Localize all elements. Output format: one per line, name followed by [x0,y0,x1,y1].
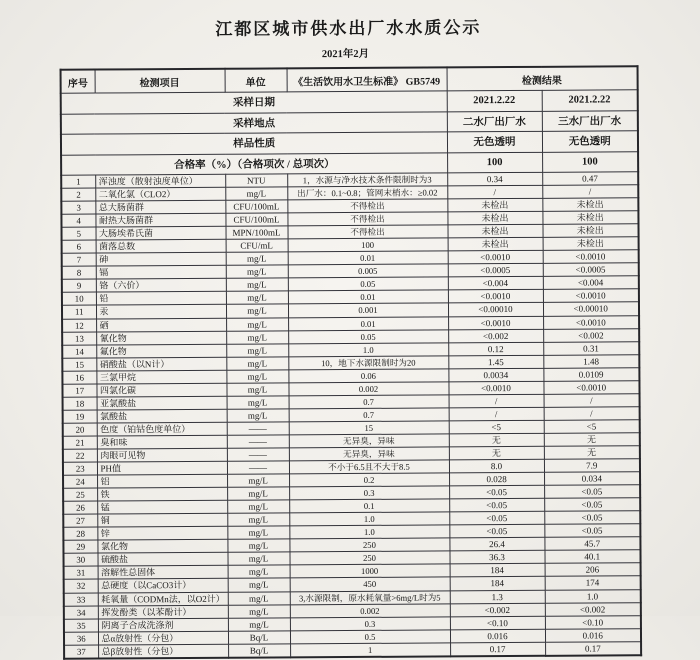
cell-item: 铅 [96,292,226,306]
cell-result-plant2: 无 [449,446,544,460]
cell-unit: —— [227,435,289,448]
cell-standard: 1，水源与净水技术条件限制时为3 [287,173,447,187]
sampling-date-plant2: 2021.2.22 [447,90,542,111]
cell-result-plant3: 0.016 [545,628,641,642]
cell-item: 色度（铂钴色度单位） [97,422,227,436]
cell-item: 浑浊度（散射浊度单位） [95,174,225,188]
cell-unit: mg/L [228,591,290,604]
cell-no: 23 [63,462,97,475]
cell-result-plant3: <0.05 [544,524,640,538]
cell-unit: mg/L [226,317,288,330]
col-header-item: 检测项目 [95,69,225,93]
cell-result-plant2: 0.12 [448,342,543,356]
cell-no: 21 [63,436,97,449]
cell-no: 34 [64,606,98,619]
cell-unit: mg/L [227,513,289,526]
table-row [64,641,641,658]
cell-standard: 无异臭，异味 [289,434,449,448]
cell-item: 汞 [96,305,226,319]
sampling-location-plant2: 二水厂出厂水 [447,111,542,132]
sampling-info-section [61,90,638,176]
cell-result-plant3: / [544,407,640,421]
cell-result-plant3: 1.48 [543,354,639,368]
cell-no: 35 [64,619,98,632]
column-header-row [61,66,638,93]
pass-rate-plant3: 100 [542,151,638,172]
cell-no: 25 [63,488,97,501]
cell-result-plant2: <0.0005 [448,264,543,278]
cell-result-plant2: <5 [449,420,544,434]
cell-result-plant3: 0.31 [543,341,639,355]
cell-result-plant3: <0.0010 [543,380,639,394]
cell-result-plant3: 0.47 [542,172,638,186]
cell-unit: mg/L [226,252,288,265]
cell-no: 20 [63,423,97,436]
cell-result-plant2: <0.0010 [448,381,543,395]
cell-result-plant2: 184 [450,577,545,591]
cell-unit: mg/L [228,617,290,630]
cell-no: 5 [62,227,96,240]
cell-standard: 450 [290,577,450,591]
cell-result-plant2: <0.004 [448,277,543,291]
cell-result-plant2: 0.016 [450,629,545,643]
cell-result-plant3: 7.9 [544,459,640,473]
results-tbody [61,172,641,659]
cell-result-plant3: 0.0109 [543,367,639,381]
cell-standard: 250 [289,538,449,552]
cell-unit: mg/L [226,383,288,396]
cell-result-plant2: <0.002 [448,329,543,343]
cell-result-plant3: 未检出 [543,237,639,251]
cell-no: 17 [62,384,96,397]
cell-no: 2 [61,188,95,201]
cell-result-plant3: 未检出 [542,211,638,225]
col-header-no: 序号 [61,70,95,94]
cell-item: 氟化物 [96,344,226,358]
cell-item: 锰 [97,500,227,514]
cell-no: 37 [64,645,98,659]
cell-standard: 0.06 [288,369,448,383]
cell-standard: 0.002 [290,603,450,617]
cell-standard: 1.0 [288,343,448,357]
cell-unit: mg/L [226,330,288,343]
cell-standard: 不得检出 [287,199,447,213]
cell-result-plant3: 未检出 [542,224,638,238]
cell-no: 24 [63,475,97,488]
cell-item: 臭和味 [97,435,227,449]
cell-result-plant3: 206 [545,563,641,577]
page-title: 江都区城市供水出厂水水质公示 [215,18,482,39]
cell-item: 亚氯酸盐 [97,396,227,410]
cell-unit: mg/L [227,396,289,409]
cell-item: 总硬度（以CaCO3计） [98,579,228,593]
cell-unit: mg/L [226,265,288,278]
cell-no: 36 [64,632,98,645]
cell-unit: mg/L [227,474,289,487]
cell-unit: mg/L [227,552,289,565]
cell-result-plant3: / [542,185,638,199]
cell-no: 19 [63,410,97,423]
cell-item: 溶解性总固体 [98,566,228,580]
cell-item: 硫酸盐 [97,553,227,567]
cell-standard: 1.0 [289,512,449,526]
cell-no: 10 [62,292,96,305]
cell-result-plant2: / [449,394,544,408]
cell-standard: 0.1 [289,499,449,513]
cell-result-plant3: 1.0 [545,589,641,603]
cell-item: 总β放射性（分包） [98,644,228,658]
cell-standard: 0.3 [290,616,450,630]
cell-unit: —— [227,422,289,435]
col-header-unit: 单位 [225,68,287,92]
cell-item: 耗氧量（CODMn法，以O2计） [98,592,228,606]
cell-item: 铝 [97,474,227,488]
cell-item: 硒 [96,318,226,332]
cell-no: 6 [62,240,96,253]
cell-item: 大肠埃希氏菌 [96,226,226,240]
cell-unit: mg/L [227,487,289,500]
cell-no: 7 [62,253,96,266]
cell-item: 阴离子合成洗涤剂 [98,618,228,632]
cell-result-plant3: <0.004 [543,276,639,290]
pass-rate-label: 合格率（%）（合格项次 / 总项次） [61,152,447,175]
cell-no: 33 [64,593,98,606]
cell-item: 氯酸盐 [97,409,227,423]
cell-item: 氯化物 [97,540,227,554]
cell-unit: mg/L [226,357,288,370]
cell-unit: mg/L [226,343,288,356]
cell-standard: 1.0 [289,525,449,539]
cell-standard: 100 [288,238,448,252]
cell-result-plant2: 184 [450,564,545,578]
cell-result-plant2: 0.17 [450,642,545,656]
cell-standard: 0.3 [289,486,449,500]
sample-property-label: 样品性质 [61,132,447,155]
sampling-location-label: 采样地点 [61,111,447,134]
cell-result-plant3: <0.05 [544,485,640,499]
cell-result-plant2: <0.0010 [448,290,543,304]
pass-rate-plant2: 100 [447,152,542,173]
cell-unit: mg/L [227,526,289,539]
cell-no: 28 [63,527,97,540]
cell-no: 30 [63,553,97,566]
cell-item: 硝酸盐（以N计） [96,357,226,371]
cell-unit: mg/L [227,409,289,422]
cell-unit: CFU/100mL [225,213,287,226]
cell-item: 总大肠菌群 [95,200,225,214]
sample-property-plant2: 无色透明 [447,131,542,152]
cell-result-plant2: <0.05 [449,485,544,499]
cell-no: 11 [62,306,96,319]
cell-result-plant3: 40.1 [544,550,640,564]
cell-no: 15 [62,358,96,371]
cell-result-plant3: 0.034 [544,472,640,486]
sample-property-plant3: 无色透明 [542,131,638,152]
cell-unit: MPN/100mL [225,226,287,239]
cell-no: 12 [62,319,96,332]
cell-item: 四氯化碳 [96,383,226,397]
cell-result-plant2: 未检出 [448,238,543,252]
cell-standard: 不得检出 [287,212,447,226]
cell-result-plant2: <0.05 [449,498,544,512]
cell-standard: 无异臭，异味 [289,447,449,461]
cell-result-plant3: <0.002 [545,602,641,616]
cell-standard: 0.05 [288,329,448,343]
col-header-standard: 《生活饮用水卫生标准》 GB5749 [287,67,447,91]
cell-item: 铁 [97,487,227,501]
cell-standard: 0.01 [288,251,448,265]
cell-no: 22 [63,449,97,462]
cell-standard: 0.7 [289,408,449,422]
cell-standard: 不得检出 [287,225,447,239]
report-month: 2021年2月 [321,48,370,61]
cell-no: 16 [62,371,96,384]
cell-item: 三氯甲烷 [96,370,226,384]
cell-result-plant2: 1.3 [450,590,545,604]
cell-result-plant2: <0.0010 [448,251,543,265]
cell-result-plant2: <0.10 [450,616,545,630]
sampling-date-plant3: 2021.2.22 [542,90,638,111]
cell-result-plant3: <0.10 [545,615,641,629]
cell-standard: 0.01 [288,316,448,330]
cell-result-plant2: <0.00010 [448,303,543,317]
cell-result-plant2: 1.45 [448,355,543,369]
cell-standard: 0.7 [289,395,449,409]
cell-result-plant2: <0.05 [449,512,544,526]
cell-no: 4 [61,214,95,227]
cell-no: 32 [64,579,98,592]
cell-unit: Bq/L [228,644,290,658]
sampling-location-plant3: 三水厂出厂水 [542,110,638,131]
cell-result-plant3: <0.05 [544,511,640,525]
cell-result-plant3: <0.00010 [543,302,639,316]
cell-result-plant3: 0.17 [545,641,641,655]
cell-result-plant2: 未检出 [447,211,542,225]
water-quality-table [60,65,643,659]
cell-unit: —— [227,448,289,461]
cell-item: 二氧化氯（CLO2） [95,187,225,201]
cell-unit: NTU [225,174,287,187]
cell-no: 8 [62,266,96,279]
cell-unit: mg/L [226,291,288,304]
cell-item: 锌 [97,527,227,541]
cell-unit: mg/L [226,304,288,317]
sampling-date-label: 采样日期 [61,91,447,114]
cell-standard: 不小于6.5且不大于8.5 [289,460,449,474]
table-header [61,66,638,93]
cell-result-plant2: <0.0010 [448,316,543,330]
cell-result-plant2: 无 [449,433,544,447]
cell-result-plant3: / [544,394,640,408]
cell-result-plant2: 未检出 [447,198,542,212]
cell-result-plant2: 0.0034 [448,368,543,382]
cell-result-plant2: 0.34 [447,172,542,186]
cell-unit: mg/L [226,370,288,383]
cell-no: 31 [64,566,98,579]
cell-result-plant2: / [447,185,542,199]
cell-item: PH值 [97,461,227,475]
cell-standard: 250 [289,551,449,565]
cell-result-plant2: 36.3 [449,551,544,565]
cell-standard: 10，地下水源限制时为20 [288,356,448,370]
cell-standard: 3,水源限制，原水耗氧量>6mg/L时为5 [290,590,450,604]
cell-item: 菌落总数 [96,239,226,253]
cell-unit: CFU/100mL [225,200,287,213]
cell-result-plant2: 未检出 [447,225,542,239]
cell-item: 耐热大肠菌群 [95,213,225,227]
cell-unit: mg/L [227,539,289,552]
cell-unit: mg/L [227,500,289,513]
cell-standard: 0.002 [288,382,448,396]
cell-result-plant3: 无 [544,433,640,447]
cell-standard: 1000 [290,564,450,578]
cell-result-plant2: <0.002 [450,603,545,617]
cell-item: 氰化物 [96,331,226,345]
cell-unit: mg/L [228,578,290,591]
cell-standard: 0.05 [288,277,448,291]
cell-result-plant2: 0.028 [449,472,544,486]
cell-item: 砷 [96,253,226,267]
cell-result-plant3: <0.0010 [543,289,639,303]
cell-result-plant3: <0.0010 [543,315,639,329]
cell-result-plant3: <5 [544,420,640,434]
cell-unit: CFU/mL [226,239,288,252]
cell-unit: mg/L [225,187,287,200]
cell-no: 27 [63,514,97,527]
cell-no: 29 [63,540,97,553]
cell-no: 18 [63,397,97,410]
cell-no: 14 [62,345,96,358]
cell-standard: 0.2 [289,473,449,487]
cell-result-plant3: 45.7 [544,537,640,551]
cell-item: 挥发酚类（以苯酚计） [98,605,228,619]
cell-result-plant3: <0.0005 [543,263,639,277]
cell-item: 铜 [97,513,227,527]
cell-result-plant3: <0.0010 [543,250,639,264]
cell-item: 总α放射性（分包） [98,631,228,645]
cell-standard: 0.5 [290,630,450,644]
cell-result-plant3: 未检出 [542,198,638,212]
cell-result-plant3: 174 [545,576,641,590]
cell-item: 铬（六价） [96,279,226,293]
cell-result-plant3: <0.002 [543,328,639,342]
cell-unit: mg/L [228,604,290,617]
cell-standard: 0.001 [288,303,448,317]
cell-item: 镉 [96,266,226,280]
cell-result-plant3: 无 [544,446,640,460]
cell-no: 3 [61,201,95,214]
cell-unit: —— [227,461,289,474]
cell-standard: 15 [289,421,449,435]
cell-result-plant2: 8.0 [449,459,544,473]
col-header-result: 检测结果 [447,66,638,91]
cell-standard: 0.005 [288,264,448,278]
cell-no: 1 [61,175,95,188]
cell-result-plant2: <0.05 [449,525,544,539]
cell-standard: 0.01 [288,290,448,304]
cell-no: 9 [62,279,96,292]
cell-item: 肉眼可见物 [97,448,227,462]
cell-no: 26 [63,501,97,514]
cell-result-plant3: <0.05 [544,498,640,512]
cell-unit: mg/L [226,278,288,291]
cell-result-plant2: 26.4 [449,538,544,552]
cell-result-plant2: / [449,407,544,421]
cell-no: 13 [62,332,96,345]
cell-standard: 1 [290,643,450,658]
cell-standard: 出厂水：0.1~0.8；管网末梢水：≥0.02 [287,186,447,200]
cell-unit: mg/L [228,565,290,578]
cell-unit: Bq/L [228,631,290,644]
